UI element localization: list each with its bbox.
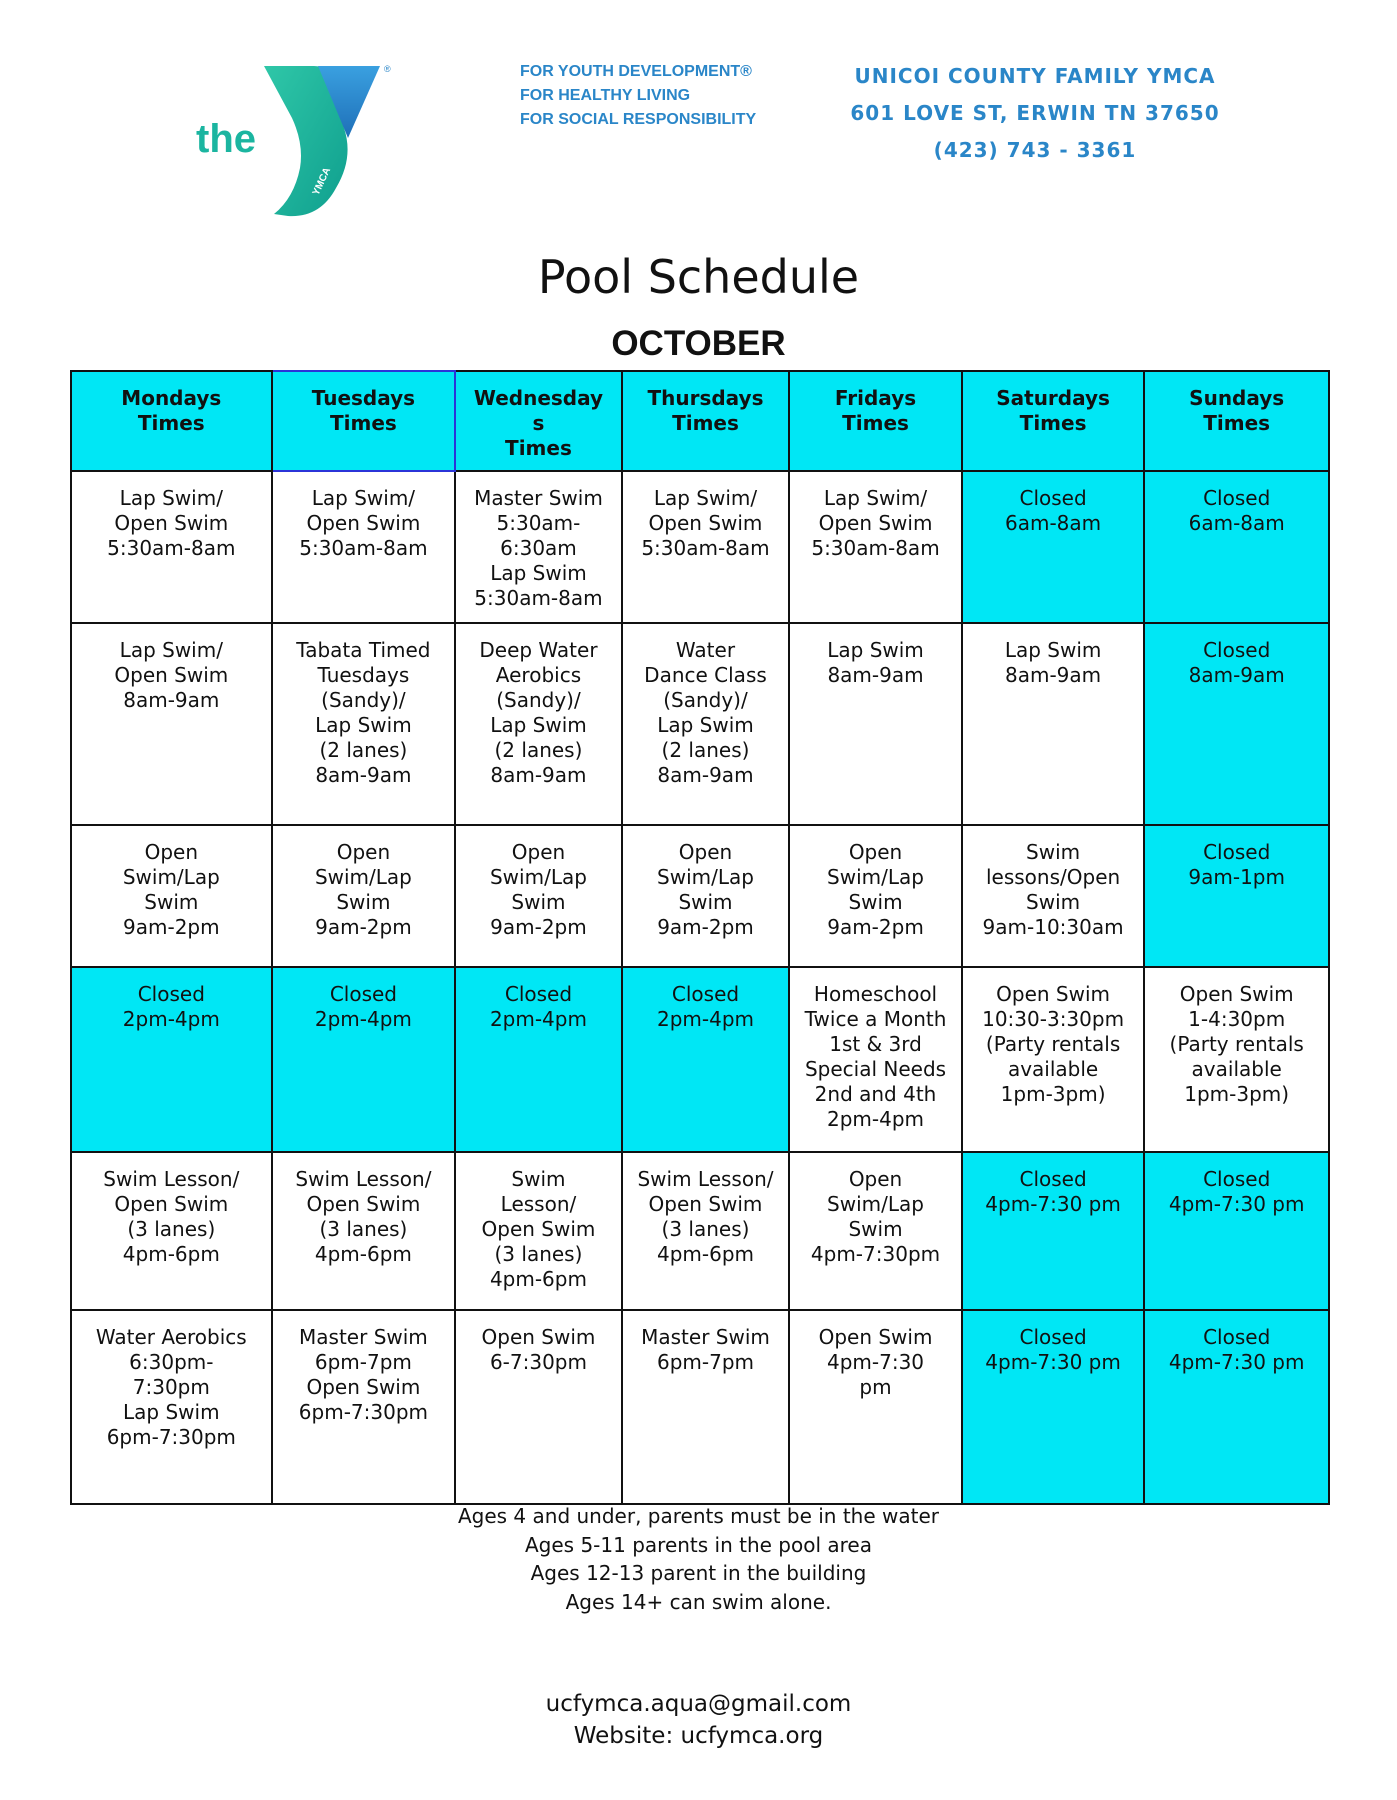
schedule-cell-mondays [71,1310,272,1504]
session-text: Closed 4pm-7:30 pm [1168,1167,1305,1216]
schedule-table [70,370,1330,1505]
schedule-cell-saturdays [962,623,1145,825]
schedule-cell-mondays [71,471,272,623]
branch-name: UNICOI COUNTY FAMILY YMCA [854,64,1216,88]
header-cell-tuesdays: Tuesdays Times [272,371,456,471]
street-address: 601 LOVE ST, ERWIN TN 37650 [850,101,1220,125]
schedule-cell-tuesdays [272,825,456,967]
logo-wordmark: the [196,117,256,161]
session-text: Water Dance Class (Sandy)/ Lap Swim (2 lanes) 8am-9am [644,638,767,787]
session-text: Tabata Timed Tuesdays (Sandy)/ Lap Swim (2 lanes) 8am-9am [296,638,431,787]
ymca-vertical-text: YMCA [310,165,334,198]
session-text: Lap Swim/ Open Swim 5:30am-8am [299,486,428,560]
session-text: Open Swim 1-4:30pm (Party rentals available 1pm-3pm) [1169,982,1304,1106]
schedule-row [71,825,1329,967]
schedule-cell-saturdays [962,1152,1145,1310]
schedule-cell-saturdays [962,825,1145,967]
session-text: Closed 2pm-4pm [122,982,220,1031]
registered-mark: ® [384,64,391,74]
session-text: Deep Water Aerobics (Sandy)/ Lap Swim (2 lanes) 8am-9am [479,638,598,787]
session-text: Lap Swim/ Open Swim 8am-9am [114,638,229,712]
header-cell-wednesdays: Wednesday s Times [455,371,622,471]
schedule-cell-sundays [1144,471,1329,623]
schedule-cell-sundays [1144,825,1329,967]
session-text: Master Swim 5:30am- 6:30am Lap Swim 5:30am-8am [474,486,603,610]
schedule-cell-wednesdays [455,471,622,623]
session-text: Closed 6am-8am [1188,486,1285,535]
header-cell-thursdays: Thursdays Times [622,371,790,471]
schedule-cell-wednesdays [455,1310,622,1504]
schedule-cell-fridays [789,1310,962,1504]
schedule-cell-wednesdays [455,825,622,967]
session-text: Closed 4pm-7:30 pm [985,1167,1121,1216]
branch-address [835,58,1235,169]
session-text: Closed 2pm-4pm [489,982,587,1031]
schedule-cell-saturdays [962,967,1145,1152]
schedule-cell-tuesdays [272,967,456,1152]
schedule-cell-fridays [789,1152,962,1310]
session-text: Swim Lesson/ Open Swim (3 lanes) 4pm-6pm [295,1167,432,1266]
session-text: Open Swim/Lap Swim 9am-2pm [489,840,587,939]
schedule-cell-thursdays [622,967,790,1152]
header-cell-sundays: Sundays Times [1144,371,1329,471]
age-rule: Ages 4 and under, parents must be in the water [457,1504,940,1528]
schedule-row [71,1152,1329,1310]
header-cell-fridays: Fridays Times [789,371,962,471]
session-text: Open Swim/Lap Swim 4pm-7:30pm [810,1167,941,1266]
session-text: Closed 2pm-4pm [656,982,754,1031]
age-rules [0,1502,1397,1616]
schedule-row [71,623,1329,825]
session-text: Swim Lesson/ Open Swim (3 lanes) 4pm-6pm [637,1167,774,1266]
schedule-cell-mondays [71,623,272,825]
schedule-cell-mondays [71,967,272,1152]
header-row [71,371,1329,471]
schedule-cell-saturdays [962,471,1145,623]
schedule-cell-fridays [789,825,962,967]
phone-number: (423) 743 - 3361 [933,138,1137,162]
schedule-cell-wednesdays [455,967,622,1152]
session-text: Open Swim/Lap Swim 9am-2pm [122,840,220,939]
age-rule: Ages 14+ can swim alone. [565,1589,832,1614]
schedule-cell-thursdays [622,623,790,825]
session-text: Open Swim/Lap Swim 9am-2pm [657,840,754,939]
schedule-cell-saturdays [962,1310,1145,1504]
schedule-cell-sundays [1144,1310,1329,1504]
schedule-row [71,1310,1329,1504]
session-text: Closed 2pm-4pm [314,982,412,1031]
session-text: Open Swim 10:30-3:30pm (Party rentals available 1pm-3pm) [982,982,1125,1106]
schedule-cell-thursdays [622,1310,790,1504]
schedule-cell-tuesdays [272,471,456,623]
session-text: Master Swim 6pm-7pm [641,1325,770,1374]
session-text: Swim Lesson/ Open Swim (3 lanes) 4pm-6pm [103,1167,240,1266]
age-rule: Ages 5-11 parents in the pool area [525,1532,872,1557]
schedule-cell-wednesdays [455,1152,622,1310]
session-text: Master Swim 6pm-7pm Open Swim 6pm-7:30pm [298,1325,429,1424]
session-text: Closed 4pm-7:30 pm [1168,1325,1305,1374]
month-heading: OCTOBER [611,324,786,363]
session-text: Open Swim/Lap Swim 9am-2pm [314,840,412,939]
schedule-cell-thursdays [622,471,790,623]
session-text: Open Swim/Lap Swim 9am-2pm [827,840,924,939]
schedule-cell-sundays [1144,967,1329,1152]
session-text: Lap Swim 8am-9am [1004,638,1102,687]
age-rule: Ages 12-13 parent in the building [530,1561,867,1585]
session-text: Closed 8am-9am [1188,638,1285,687]
schedule-cell-tuesdays [272,1152,456,1310]
schedule-cell-sundays [1144,1152,1329,1310]
schedule-row [71,471,1329,623]
tagline-line: FOR YOUTH DEVELOPMENT® [520,63,752,80]
schedule-cell-mondays [71,825,272,967]
contact-info [0,1688,1397,1752]
session-text: Lap Swim/ Open Swim 5:30am-8am [811,486,940,560]
session-text: Closed 6am-8am [1005,486,1102,535]
page-title: Pool Schedule [537,250,860,304]
session-text: Swim lessons/Open Swim 9am-10:30am [982,840,1124,939]
schedule-cell-fridays [789,623,962,825]
schedule-cell-sundays [1144,623,1329,825]
contact-email[interactable]: ucfymca.aqua@gmail.com [545,1691,852,1717]
header-cell-saturdays: Saturdays Times [962,371,1145,471]
schedule-cell-mondays [71,1152,272,1310]
tagline-line: FOR SOCIAL RESPONSIBILITY [520,111,757,128]
schedule-cell-thursdays [622,825,790,967]
session-text: Homeschool Twice a Month 1st & 3rd Special Needs 2nd and 4th 2pm-4pm [804,982,947,1131]
ymca-tagline [520,60,756,132]
session-text: Closed 4pm-7:30 pm [985,1325,1121,1374]
schedule-cell-fridays [789,967,962,1152]
session-text: Lap Swim/ Open Swim 5:30am-8am [107,486,236,560]
session-text: Lap Swim/ Open Swim 5:30am-8am [641,486,770,560]
session-text: Closed 9am-1pm [1188,840,1285,889]
contact-website[interactable]: Website: ucfymca.org [573,1723,824,1749]
session-text: Water Aerobics 6:30pm- 7:30pm Lap Swim 6pm-7:30pm [95,1325,247,1449]
session-text: Open Swim 6-7:30pm [481,1325,596,1374]
schedule-cell-tuesdays [272,1310,456,1504]
session-text: Lap Swim 8am-9am [827,638,924,687]
tagline-line: FOR HEALTHY LIVING [520,87,691,104]
header-cell-mondays: Mondays Times [71,371,272,471]
schedule-row [71,967,1329,1152]
schedule-cell-tuesdays [272,623,456,825]
session-text: Swim Lesson/ Open Swim (3 lanes) 4pm-6pm [481,1167,596,1291]
ymca-logo [196,58,426,223]
schedule-cell-wednesdays [455,623,622,825]
session-text: Open Swim 4pm-7:30 pm [818,1325,933,1399]
schedule-cell-fridays [789,471,962,623]
schedule-cell-thursdays [622,1152,790,1310]
